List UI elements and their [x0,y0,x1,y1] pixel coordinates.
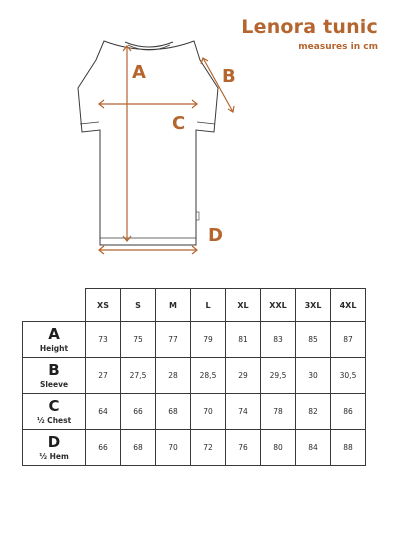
table-cell: 88 [331,430,366,466]
row-letter: A [48,324,60,343]
table-cell: 27 [86,358,121,394]
size-header: 4XL [331,289,366,322]
table-cell: 29,5 [261,358,296,394]
size-header: S [121,289,156,322]
row-name: Height [39,343,69,353]
corner-cell [23,289,86,322]
row-header-height [23,322,86,358]
table-cell: 79 [191,322,226,358]
table-cell: 27,5 [121,358,156,394]
table-cell: 77 [156,322,191,358]
size-chart-table [22,288,366,466]
table-cell: 74 [226,394,261,430]
table-cell: 85 [296,322,331,358]
table-cell: 86 [331,394,366,430]
table-row [23,358,366,394]
table-cell: 30 [296,358,331,394]
row-header-hem [23,430,86,466]
table-cell: 64 [86,394,121,430]
table-cell: 82 [296,394,331,430]
table-cell: 84 [296,430,331,466]
table-cell: 73 [86,322,121,358]
row-header-sleeve [23,358,86,394]
tunic-diagram [0,0,260,270]
size-header: XXL [261,289,296,322]
table-cell: 80 [261,430,296,466]
size-header: M [156,289,191,322]
row-letter: B [48,360,60,379]
table-cell: 76 [226,430,261,466]
row-letter: C [48,396,60,415]
table-row [23,394,366,430]
label-a: A [132,62,146,83]
table-cell: 66 [86,430,121,466]
table-cell: 83 [261,322,296,358]
row-name: Sleeve [39,379,69,389]
table-cell: 30,5 [331,358,366,394]
table-cell: 68 [156,394,191,430]
table-cell: 72 [191,430,226,466]
size-header: XL [226,289,261,322]
table-cell: 29 [226,358,261,394]
table-row [23,322,366,358]
table-cell: 81 [226,322,261,358]
table-cell: 68 [121,430,156,466]
table-cell: 70 [191,394,226,430]
size-header: L [191,289,226,322]
units-note: measures in cm [298,42,378,52]
size-header-row [23,289,366,322]
row-name: ½ Hem [39,451,69,461]
neckline [125,42,173,47]
row-header-chest [23,394,86,430]
row-name: ½ Chest [36,415,72,425]
table-cell: 70 [156,430,191,466]
table-cell: 28,5 [191,358,226,394]
label-c: C [172,113,186,134]
table-cell: 75 [121,322,156,358]
tunic-outline [78,41,218,245]
row-letter: D [47,432,61,451]
label-d: D [208,225,223,246]
product-title: Lenora tunic [241,16,378,38]
size-header: XS [86,289,121,322]
table-cell: 78 [261,394,296,430]
table-cell: 66 [121,394,156,430]
size-header: 3XL [296,289,331,322]
label-b: B [222,66,236,87]
table-cell: 87 [331,322,366,358]
table-row [23,430,366,466]
table-cell: 28 [156,358,191,394]
